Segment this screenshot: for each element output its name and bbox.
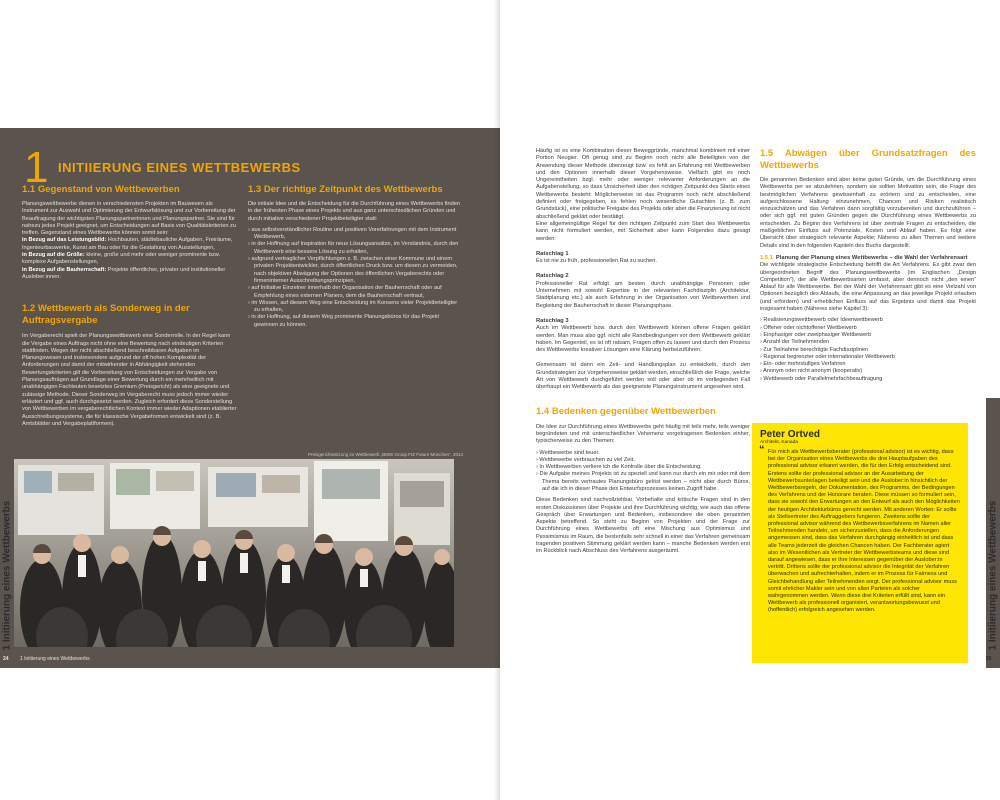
ratschlag-1-text: Es ist nie zu früh, professionellen Rat zu suchen. — [536, 258, 657, 265]
quote-box — [752, 423, 968, 663]
list-item: › Anonym oder nicht anonym (kooperativ) — [760, 368, 863, 375]
list-item: › aufgrund vertraglicher Verpflichtungen z. B. zwischen einer Kommune und einem privaten Projektentwickler, durch öffentlichen Druck bzw. um diesen zu vermeiden, nach objektiver Abwägung der Optionen des öffentlichen Vergaberechts oder firmeninterner Ausschreibungsprinzipien, — [248, 256, 458, 284]
list-item: › Wettbewerbe sind teuer. — [536, 449, 600, 456]
text-bauherrschaft: Projekte öffentlicher, privater und institutioneller Auslober:innen. — [22, 266, 226, 280]
quote-text-block — [759, 444, 960, 615]
section-1-3-list — [248, 227, 464, 329]
section-1-4-list — [536, 450, 750, 494]
list-item: › in der Hoffnung auf Inspiration für neue Lösungsansätze, im Verständnis, durch den Wettbewerb eine bessere Lösung zu erhalten, — [248, 241, 459, 255]
section-1-4-end: Diese Bedenken sind nachvollziehbar. Vorbehalte und kritische Fragen sind in den ersten Diskussionen über Projekte und ihre Durchführung wichtig, wie auch das offene Gespräch über Erwartungen und Bedenken, insbesondere die oben genannten Aspekte betreffend. So steht zu Beginn von Projekten und der Frage zur Durchführung eines Wettbewerbs oft eine Mischung aus Optimismus und Pessimismus im Raum, die bestenfalls sehr schnell in einer das Verfahren gemeinsam tragenden positiven Stimmung geklärt werden kann – manche Bedenken werden erst im Rückblick nach Abschluss des Verfahrens ausgeräumt. — [536, 497, 750, 555]
text-leistungsbild: Hochbauten, städtebauliche Aufgaben, Freiräume, Ingenieurbauwerke, Kunst am Bau oder für die Gestaltung von Ausstellungen, — [22, 237, 233, 251]
ratschlag-1-title: Ratschlag 1 — [536, 250, 569, 257]
section-1-5-1-title: Planung der Planung eines Wettbewerbs – die Wahl der Verfahrensart — [775, 254, 968, 261]
list-item: › in der Hoffnung, auf diesem Weg prominente Planungsbüros für das Projekt gewinnen zu können. — [248, 314, 440, 328]
section-1-5-body: Die genannten Bedenken sind aber keine guten Gründe, um die Durchführung eines Wettbewerbs per se abzulehnen, sondern sie sollten Motivation sein, die Frage des bestmöglichen Verfahrens gewissenhaft zu erörtern und zu entscheiden, eine aufgeschlossene Haltung einzunehmen, Chancen und Risiken realistisch einzuschätzen und das Verfahren dann sorgfältig vorzubereiten und durchzuführen – oder sich ggf. mit guten Gründen gegen die Durchführung eines Wettbewerbs zu entscheiden. Zu Beginn des Verfahrens ist über zentrale Fragen zu entscheiden, die maßgeblichen Einfluss auf Potenziale, Kosten und Ablauf haben. Es folgt eine Übersicht über strategisch relevante Aspekte; Näheres zu allen Themen und weitere Details sind in den folgenden Kapiteln des Buchs dargestellt. — [760, 177, 976, 249]
list-item: › Ein- oder mehrstufiges Verfahren — [760, 361, 846, 368]
list-item: › In Wettbewerben verliere ich die Kontrolle über die Entscheidung. — [536, 464, 702, 471]
jury-photo-illustration — [12, 459, 454, 647]
list-item: › auf Initiative Einzelner innerhalb der Organisation der Bauherrschaft oder auf Empfehlung eines externen Planers, dem die Bauherrschaft vertraut, — [248, 285, 442, 299]
left-column-1 — [22, 184, 237, 428]
list-item: › Wettbewerb oder Parallelmehrfachbeauftragung — [760, 375, 883, 382]
label-bauherrschaft: in Bezug auf die Bauherrschaft: — [22, 266, 107, 273]
list-item: › aus selbstverständlicher Routine und positiven Vorerfahrungen mit dem Instrument Wettbewerb, — [248, 226, 457, 241]
intro-paragraph-2: Eine allgemeingültige Regel für den richtigen Zeitpunkt zum Start des Wettbewerbs kann nicht formuliert werden, mit Sicherheit aber kann Folgendes dazu gesagt werden: — [536, 220, 750, 242]
section-1-4-body: Die Idee zur Durchführung eines Wettbewerbs geht häufig mit teils mehr, teils weniger begründeten und mit unterschiedlicher Vehemenz vorgetragenen Bedenken einher, typischerweise zu den Themen: — [536, 423, 750, 445]
section-1-4-heading: 1.4 Bedenken gegenüber Wettbewerben — [536, 405, 716, 417]
section-1-5-1-number: 1.5.1 — [760, 254, 773, 261]
ratschlag-2-title: Ratschlag 2 — [536, 273, 569, 280]
list-item: › im Wissen, auf diesem Weg eine Entscheidung im Konsens vieler Projektbeteiligter zu erhalten, — [248, 299, 458, 314]
section-1-3-heading: 1.3 Der richtige Zeitpunkt des Wettbewerbs — [248, 184, 443, 195]
section-1-5-heading: 1.5 Abwägen über Grundsatzfragen des Wettbewerbs — [760, 148, 976, 171]
left-page-number: 24 — [3, 656, 9, 662]
list-item: › Wettbewerbe verbrauchen zu viel Zeit. — [536, 456, 635, 463]
ratschlag-summary: Gemeinsam ist dann ein Zeit- und Handlungsplan zu entwickeln, durch den Grundstrategien zur Vorgehensweise geklärt werden, einschließlich der Frage, welche Art von Wettbewerb durchgeführt werden soll oder aber ob im vorliegenden Fall überhaupt ein Wettbewerb als das geeignetste Planungsinstrument angesehen wird. — [536, 362, 750, 391]
list-item: › Anzahl der Teilnehmenden — [760, 339, 830, 346]
jury-meeting-photo — [12, 459, 454, 647]
right-column-2 — [760, 148, 976, 383]
section-1-1-body: Planungswettbewerbe dienen in verschiedensten Projekten im Bauwesen als Instrument zur Auswahl und Optimierung der Entwurfslösung und zur Vorbereitung der Beauftragung der wichtigsten Planungspartnerinnen und Planungspartner. Sie sind für nahezu jedes Projekt geeignet, um Entscheidungen auf Basis von Qualitätskriterien zu treffen. Gegenstand eines Wettbewerbs können somit sein: — [22, 201, 236, 237]
section-1-5-1-list — [760, 317, 976, 383]
chapter-number: 1 — [24, 143, 49, 192]
left-column-2 — [248, 184, 464, 329]
list-item: › Zur Teilnahme berechtigte Fachdisziplinen — [760, 346, 869, 353]
label-groesse: in Bezug auf die Größe: — [22, 252, 85, 259]
right-column-1 — [536, 148, 750, 556]
section-1-2-heading: 1.2 Wettbewerb als Sonderweg in der Auftragsvergabe — [22, 303, 190, 327]
right-side-tab-label: 1 Initiierung eines Wettbewerbs — [987, 500, 999, 651]
section-1-1-item-bauherrschaft — [22, 267, 237, 282]
section-1-5-1-body: Die wichtigste strategische Entscheidung betrifft die Art Verfahrens. Es gibt zwar den übergeordneten Begriff des Planungswettbewerbs (im Englischen „Design Competition“), der alle Wettbewerbsarten umfasst, aber dennoch nicht „den einen“ Ablauf für alle Wettbewerbe. Bei der Wahl der Verfahrensart gibt es eine Vielzahl von Optionen bezüglich des Ablaufs, die eine Anpassung an das jeweilige Projekt erlauben (und erfordern) und erheblichen Einfluss auf das Ergebnis und damit das Projekt insgesamt haben (Näheres siehe Kapitel 3): — [760, 262, 976, 313]
list-item: › Einphasiger oder zweiphasiger Wettbewerb — [760, 331, 872, 338]
left-side-tab-label: 1 Initiierung eines Wettbewerbs — [1, 500, 13, 651]
quote-author-role: Architekt, Kanada — [760, 440, 798, 445]
intro-paragraph: Häufig ist es eine Kombination dieser Beweggründe, manchmal kombiniert mit einer Portion Neugier. Oft genug sind zu Beginn noch nicht alle Beteiligten von der Anwendung dieser Methode überzeugt bzw. es fehlt an Erfahrung mit Wettbewerben und den Optionen innerhalb dieser Vorgehensweise. Vielfach gibt es noch Ungereimtheiten bzgl. mehr oder weniger relevanter Anforderungen an die Aufgabenstellung, so dass Unsicherheit über den richtigen Zeitpunkt des Starts eines Wettbewerbs besteht: Möglicherweise ist das Programm noch nicht abschließend definiert oder freigegeben, es fehlen noch wesentliche Gutachten (z. B. zum Grundstück), eine politische Freigabe des Projekts oder aber die Finanzierung ist nicht abschließend geklärt oder bestätigt. — [536, 148, 750, 220]
quote-author-name: Peter Ortved — [760, 429, 821, 440]
list-item: › Die Aufgabe meines Projekts ist zu speziell und kann nur durch ein mir oder mit dem Thema bereits vertrautes Planungsbüro gelöst werden – nicht aber durch Büros, auf die ich in dieser Phase des Entwurfsprozesses keinen Zugriff habe. — [536, 471, 751, 492]
section-1-1-heading: 1.1 Gegenstand von Wettbewerben — [22, 184, 180, 195]
right-page-number: 25 — [986, 656, 992, 662]
section-1-1-item-leistungsbild — [22, 237, 237, 252]
section-1-3-body: Die initiale Idee und die Entscheidung für die Durchführung eines Wettbewerbs finden in der frühesten Phase eines Projekts und aus ganz unterschiedlichen Gründen und durch initiative verschiedener Projektbeteiligter statt: — [248, 201, 460, 222]
section-1-5-1-heading — [760, 255, 976, 262]
chapter-title: INITIIERUNG EINES WETTBEWERBS — [58, 160, 301, 175]
section-1-2-body: Im Vergaberecht spielt der Planungswettbewerb eine Sonderrolle. In der Regel kann die Vergabe eines Auftrags nicht ohne eine Bewertung nach eindeutigen Kriterien stattfinden. Wegen der nicht abschließend beschreibbaren Aufgaben im Planungswesen und insbesondere aufgrund der oft hohen Komplexität der Anforderungen und damit der mitwirkender in Abhängigkeit stehenden Bewertungskriterien gilt die Vorbereitung von Entscheidungen zur Vergabe von Planungsaufträgen auf Grundlage einer Bewertung durch ein mehrheitlich mit unabhängigen Fachleuten besetztes Gremium (Preisgericht) als eine geeignete und zulässige Methode. Dieser Sonderweg im Vergaberecht muss jedoch immer wieder erläutert und ggf. auch durchgesetzt werden. Zugleich erfordert diese Sonderstellung von Wettbewerben im vergaberechtlichen Kontext immer wieder Adaptionen etablierter Ausschreibungssysteme, die für klassische Vergabeformen entwickelt sind (z. B. Amtsblätter und Vergabeplattformen). — [22, 333, 237, 427]
list-item: › Regional begrenzter oder internationaler Wettbewerb — [760, 353, 895, 360]
list-item: › Realisierungswettbewerb oder Ideenwettbewerb — [760, 317, 883, 324]
quote-text: Für mich als Wettbewerbsberater (professional advisor) ist es wichtig, dass bei der Organisation eines Wettbewerbs die drei Hauptaufgaben des professional advisor erkannt werden, die für den Erfolg entscheidend sind. Erstens sollte der professional advisor an der Ausarbeitung der Wettbewerbsunterlagen beteiligt sein und die Auslober:in hinsichtlich der Wettbewerbsregeln, der Dokumentation, des Programms, der Bedingungen des Verfahrens und der Honorare beraten. Diese müssen so formuliert sein, dass sie sowohl den Erwartungen an den Entwurf als auch den Möglichkeiten der heutigen Architekturbüros gerecht werden. Mit anderen Worten: Er sollte als Stellvertreter des Auftraggebers fungieren. Zweitens sollte der professional advisor während des Wettbewerbsverfahrens im Namen aller Teilnehmenden handeln, um sicherzustellen, dass die Anforderungen angemessen sind, dass das Verfahren durchgängig einheitlich ist und dass alle Teams jederzeit die gleichen Chancen haben. Der Fachberater agiert also im Wesentlichen als Vertreter der Wettbewerbsteams und diese sind darauf angewiesen, dass er ihre Interessen gegenüber der Auslober:in vertritt. Drittens sollte der professional advisor die Integrität der Verfahren überwachen und aufrechterhalten, indem er im Prozess für Fairness und Gleichbehandlung aller Teilnehmenden sorgt. Der professional advisor muss somit ehrlicher Makler sein und von allen Parteien als solcher wahrgenommen werden. Wenn diese drei Kriterien erfüllt sind, kann ein Wettbewerb als professionell organisiert, verantwortungsbewusst und (hoffentlich) erfolgreich angesehen werden. — [768, 449, 960, 614]
ratschlag-3-text: Auch im Wettbewerb bzw. durch den Wettbewerb können offene Fragen geklärt werden. Man muss also ggf. nicht alle Randbedingungen vor dem Wettbewerb geklärt haben. Im Gegenteil, es ist oft ratsam, Fragen offen zu lassen und durch den Prozess des Wettbewerbs kreativer Lösungen eine Klärung herbeizuführen. — [536, 325, 750, 354]
label-leistungsbild: in Bezug auf das Leistungsbild: — [22, 237, 107, 244]
text-groesse: kleine, große und mehr oder weniger prominente bzw. komplexe Aufgabenstellungen, — [22, 252, 221, 266]
ratschlag-2-text: Professioneller Rat erfolgt am besten durch unabhängige Personen oder Unternehmen mit sowohl Expertise in der relevanten Fachdisziplin (Architektur, Stadtplanung etc.) als auch Erfahrung in der Organisation von Wettbewerben und Begleitung der Bauherrschaft in dieser Planungsphase. — [536, 280, 750, 309]
left-footer — [3, 656, 90, 662]
list-item: › Offener oder nichtoffener Wettbewerb — [760, 324, 857, 331]
section-1-1-item-groesse — [22, 252, 237, 267]
left-footer-label: 1 Initiierung eines Wettbewerbs — [19, 656, 90, 662]
photo-credit: Preisgerichtssitzung im Wettbewerb „BMW Group FIZ Future München“, 2014 — [308, 452, 463, 457]
ratschlag-3-title: Ratschlag 3 — [536, 317, 569, 324]
quote-mark-icon: “ — [759, 444, 765, 456]
